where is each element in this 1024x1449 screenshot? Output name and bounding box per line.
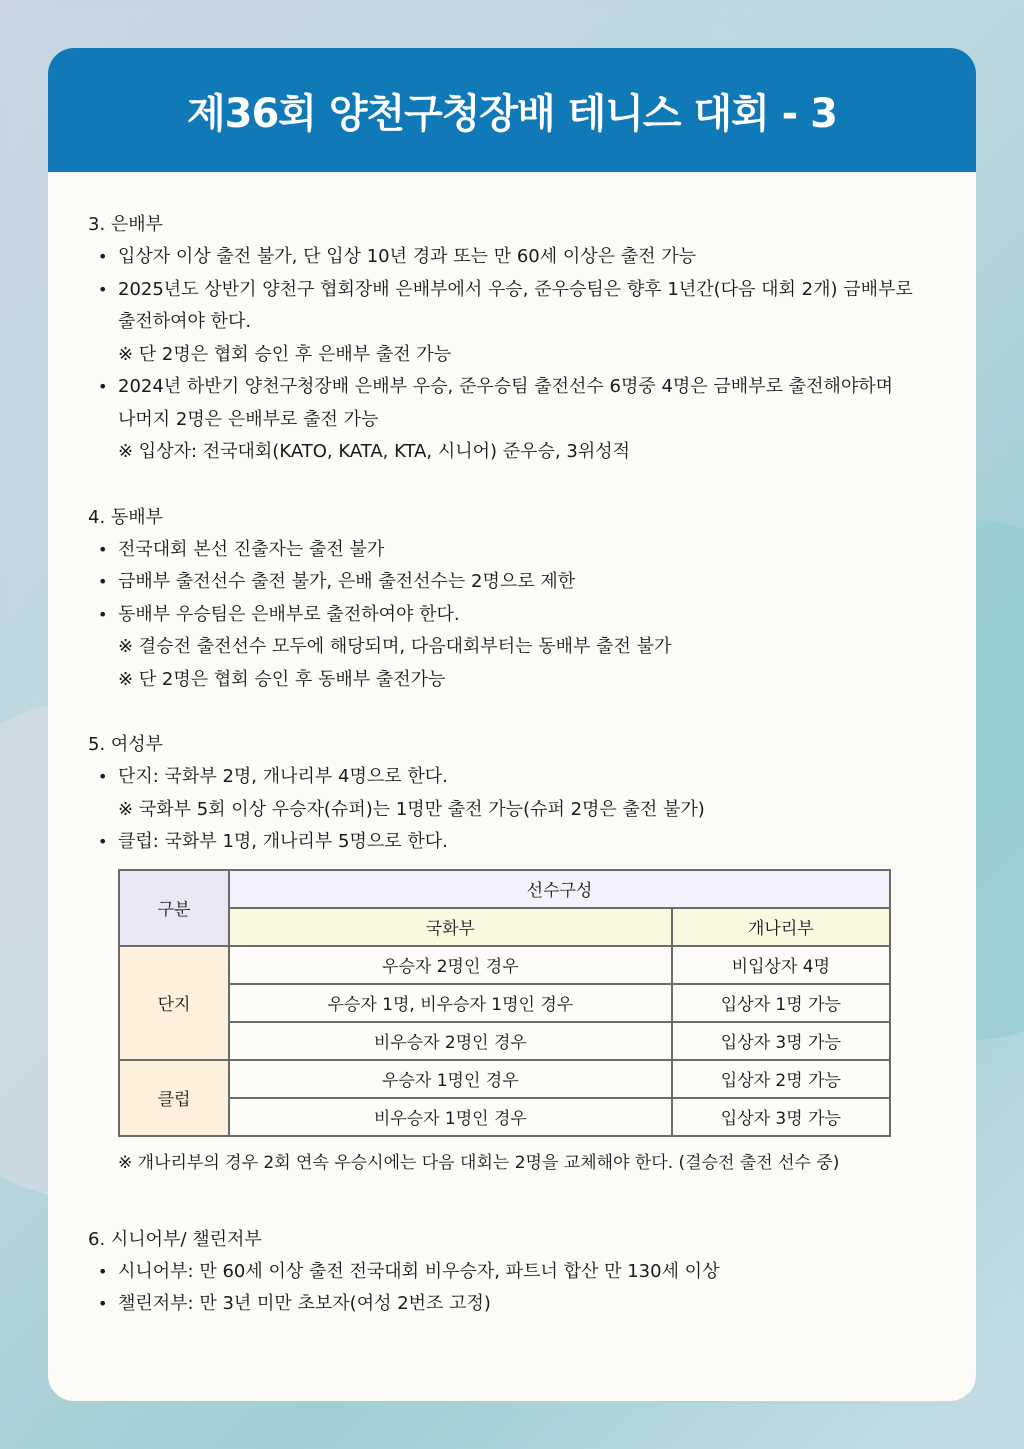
note-text: ※ 입상자: 전국대회(KATO, KATA, KTA, 시니어) 준우승, 3위성적 [118, 441, 630, 462]
table-cell: 입상자 1명 가능 [672, 984, 890, 1022]
table-cell: 비우승자 1명인 경우 [229, 1098, 672, 1136]
section-title: 6. 시니어부/ 챌린저부 [88, 1228, 262, 1250]
section-silver [88, 208, 948, 469]
note-text: ※ 단 2명은 협회 승인 후 동배부 출전가능 [118, 668, 446, 690]
table-cell: 입상자 2명 가능 [672, 1060, 890, 1098]
player-composition-table [118, 869, 891, 1137]
continuation-text: 출전하여야 한다. [118, 311, 252, 332]
table-cell: 비입상자 4명 [672, 946, 890, 984]
bullet-item: • 2025년도 상반기 양천구 협회장배 은배부에서 우승, 준우승팀은 향후 1년간(다음 대회 2개) 금배부로 [88, 274, 948, 307]
table-header-group: 구분 [119, 870, 229, 946]
bullet-item: • 2024년 하반기 양천구청장배 은배부 우승, 준우승팀 출전선수 6명중 4명은 금배부로 출전해야하며 [88, 371, 948, 404]
section-senior-challenger [88, 1223, 948, 1321]
table-cell: 우승자 2명인 경우 [229, 946, 672, 984]
table-header-span: 선수구성 [229, 870, 890, 908]
table-cell: 비우승자 2명인 경우 [229, 1022, 672, 1060]
page-title: 제36회 양천구청장배 테니스 대회 - 3 [186, 90, 838, 137]
bullet-item: • 전국대회 본선 진출자는 출전 불가 [88, 534, 948, 567]
table-group-danji: 단지 [119, 946, 229, 1060]
bullet-item: • 시니어부: 만 60세 이상 출전 전국대회 비우승자, 파트너 합산 만 130세 이상 [88, 1256, 948, 1289]
bullet-item: • 금배부 출전선수 출전 불가, 은배 출전선수는 2명으로 제한 [88, 566, 948, 599]
bullet-item: • 클럽: 국화부 1명, 개나리부 5명으로 한다. [88, 826, 948, 859]
table-row [119, 1022, 890, 1060]
section-title: 4. 동배부 [88, 506, 164, 528]
table-row [119, 1060, 890, 1098]
header-banner [48, 48, 976, 172]
table-cell: 우승자 1명, 비우승자 1명인 경우 [229, 984, 672, 1022]
note-text: ※ 단 2명은 협회 승인 후 은배부 출전 가능 [118, 343, 452, 365]
table-cell: 입상자 3명 가능 [672, 1022, 890, 1060]
content-area [88, 208, 948, 1353]
note-text: ※ 결승전 출전선수 모두에 해당되며, 다음대회부터는 동배부 출전 불가 [118, 636, 672, 657]
table-group-club: 클럽 [119, 1060, 229, 1136]
bullet-item: • 챌린저부: 만 3년 미만 초보자(여성 2번조 고정) [88, 1288, 948, 1321]
document-card [48, 48, 976, 1401]
table-header-col2: 개나리부 [672, 908, 890, 946]
section-women [88, 728, 948, 1179]
section-bronze [88, 501, 948, 697]
section-title: 5. 여성부 [88, 734, 164, 755]
table-row [119, 984, 890, 1022]
bullet-item: • 단지: 국화부 2명, 개나리부 4명으로 한다. [88, 761, 948, 794]
note-text: ※ 국화부 5회 이상 우승자(슈퍼)는 1명만 출전 가능(슈퍼 2명은 출전 불가) [118, 798, 705, 820]
table-row [119, 1098, 890, 1136]
table-cell: 우승자 1명인 경우 [229, 1060, 672, 1098]
table-row [119, 946, 890, 984]
table-cell: 입상자 3명 가능 [672, 1098, 890, 1136]
bullet-item: • 동배부 우승팀은 은배부로 출전하여야 한다. [88, 599, 948, 632]
continuation-text: 나머지 2명은 은배부로 출전 가능 [118, 408, 379, 430]
bullet-item: • 입상자 이상 출전 불가, 단 입상 10년 경과 또는 만 60세 이상은 출전 가능 [88, 241, 948, 274]
section-title: 3. 은배부 [88, 214, 164, 235]
table-header-col1: 국화부 [229, 908, 672, 946]
table-note: ※ 개나리부의 경우 2회 연속 우승시에는 다음 대회는 2명을 교체해야 한다. (결승전 출전 선수 중) [118, 1152, 840, 1173]
